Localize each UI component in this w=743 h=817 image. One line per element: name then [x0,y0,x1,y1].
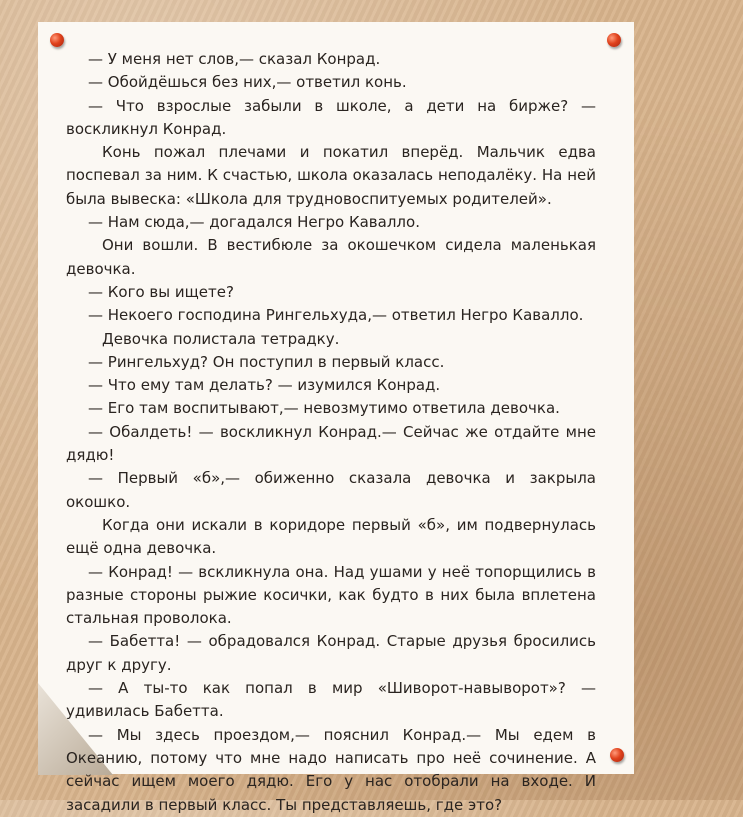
pin-top-left [50,33,64,47]
paragraph: — Некоего господина Рингельхуда,— ответил Негро Кавалло. [88,306,584,325]
paragraph: — У меня нет слов,— сказал Конрад. [88,50,381,68]
story-text [66,48,596,817]
paragraph: Когда они искали в коридоре первый «б», им подвернулась ещё одна девочка. [66,515,596,558]
paragraph: — Что взрослые забыли в школе, а дети на бирже? — воскликнул Конрад. [66,96,596,138]
paragraph: — А ты-то как попал в мир «Шиворот-навыворот»? — удивилась Бабетта. [66,679,596,721]
paragraph: — Его там воспитывают,— невозмутимо ответила девочка. [88,399,560,418]
paragraph: Конь пожал плечами и покатил вперёд. Мальчик едва поспевал за ним. К счастью, школа оказалась неподалёку. На ней была вывеска: «Школа для трудновоспитуемых родителей». [66,143,596,208]
pin-bottom-right [610,748,624,762]
pin-top-right [607,33,621,47]
paragraph: Они вошли. В вестибюле за окошечком сидела маленькая девочка. [66,236,596,278]
paragraph: — Кого вы ищете? [88,282,234,301]
paragraph: — Бабетта! — обрадовался Конрад. Старые друзья бросились друг к другу. [66,632,596,674]
paragraph: — Что ему там делать? — изумился Конрад. [88,376,441,395]
paragraph: — Конрад! — вскликнула она. Над ушами у неё топорщились в разные стороны рыжие косички, как будто в них была вплетена стальная проволока. [66,562,596,628]
paragraph: — Обойдёшься без них,— ответил конь. [88,73,407,92]
paragraph: — Первый «б»,— обиженно сказала девочка и закрыла окошко. [66,469,596,511]
paragraph: — Рингельхуд? Он поступил в первый класс. [88,352,445,371]
paragraph: — Мы здесь проездом,— пояснил Конрад.— Мы едем в Океанию, потому что мне надо написать про неё сочинение. А сейчас ищем моего дядю. Его у нас отобрали на входе. И засадили в первый класс. Ты представляешь, где это? [66,725,596,814]
paragraph: — Нам сюда,— догадался Негро Кавалло. [88,213,420,232]
paragraph: Девочка полистала тетрадку. [102,329,340,348]
paragraph: — Обалдеть! — воскликнул Конрад.— Сейчас же отдайте мне дядю! [66,422,596,465]
